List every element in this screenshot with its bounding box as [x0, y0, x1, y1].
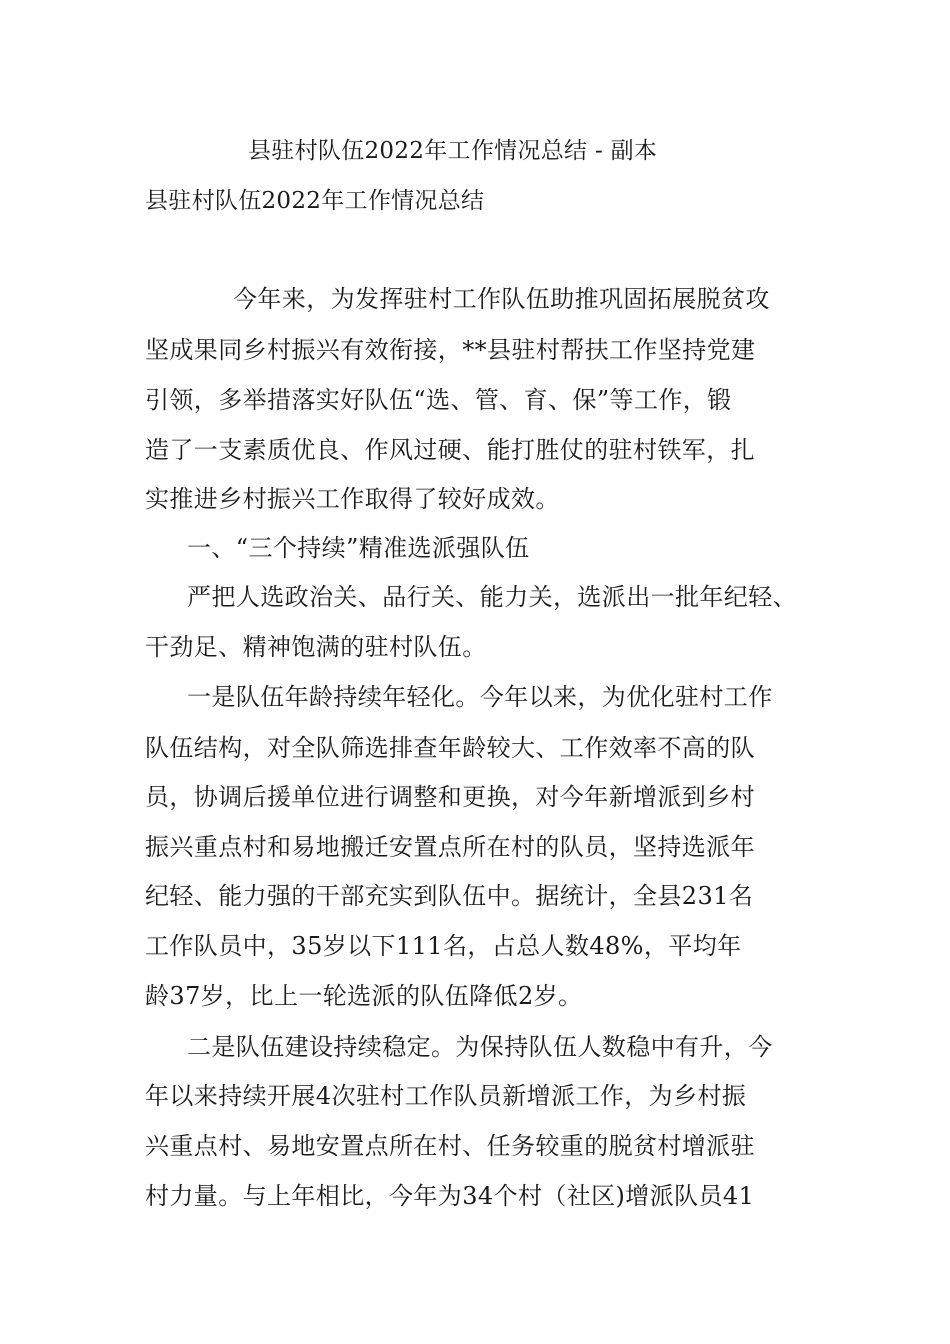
paragraph-line: 严把人选政治关、品行关、能力关，选派出一批年纪轻、	[187, 583, 797, 611]
paragraph-line: 龄37岁，比上一轮选派的队伍降低2岁。	[145, 982, 583, 1010]
document-subtitle: 县驻村队伍2022年工作情况总结	[145, 188, 485, 214]
paragraph-line: 纪轻、能力强的干部充实到队伍中。据统计，全县231名	[145, 882, 754, 910]
document-title: 县驻村队伍2022年工作情况总结 - 副本	[248, 138, 658, 164]
paragraph-line: 今年来，为发挥驻村工作队伍助推巩固拓展脱贫攻	[233, 285, 770, 313]
paragraph-line: 队伍结构，对全队筛选排查年龄较大、工作效率不高的队	[145, 734, 755, 762]
section-heading: 一、“三个持续”精准选派强队伍	[187, 534, 530, 562]
paragraph-line: 引领，多举措落实好队伍“选、管、育、保”等工作，锻	[145, 386, 732, 414]
paragraph-line: 村力量。与上年相比，今年为34个村（社区)增派队员41	[145, 1182, 755, 1210]
paragraph-line: 一是队伍年龄持续年轻化。今年以来，为优化驻村工作	[187, 683, 773, 711]
paragraph-line: 实推进乡村振兴工作取得了较好成效。	[145, 485, 560, 513]
paragraph-line: 工作队员中，35岁以下111名，占总人数48%，平均年	[145, 932, 742, 960]
paragraph-line: 年以来持续开展4次驻村工作队员新增派工作，为乡村振	[145, 1082, 747, 1110]
paragraph-line: 兴重点村、易地安置点所在村、任务较重的脱贫村增派驻	[145, 1132, 755, 1160]
paragraph-line: 干劲足、精神饱满的驻村队伍。	[145, 633, 487, 661]
paragraph-line: 员，协调后援单位进行调整和更换，对今年新增派到乡村	[145, 783, 755, 811]
paragraph-line: 二是队伍建设持续稳定。为保持队伍人数稳中有升，今	[187, 1033, 773, 1061]
paragraph-line: 振兴重点村和易地搬迁安置点所在村的队员，坚持选派年	[145, 833, 755, 861]
paragraph-line: 坚成果同乡村振兴有效衔接，**县驻村帮扶工作坚持党建	[145, 336, 756, 364]
paragraph-line: 造了一支素质优良、作风过硬、能打胜仗的驻村铁军，扎	[145, 436, 755, 464]
